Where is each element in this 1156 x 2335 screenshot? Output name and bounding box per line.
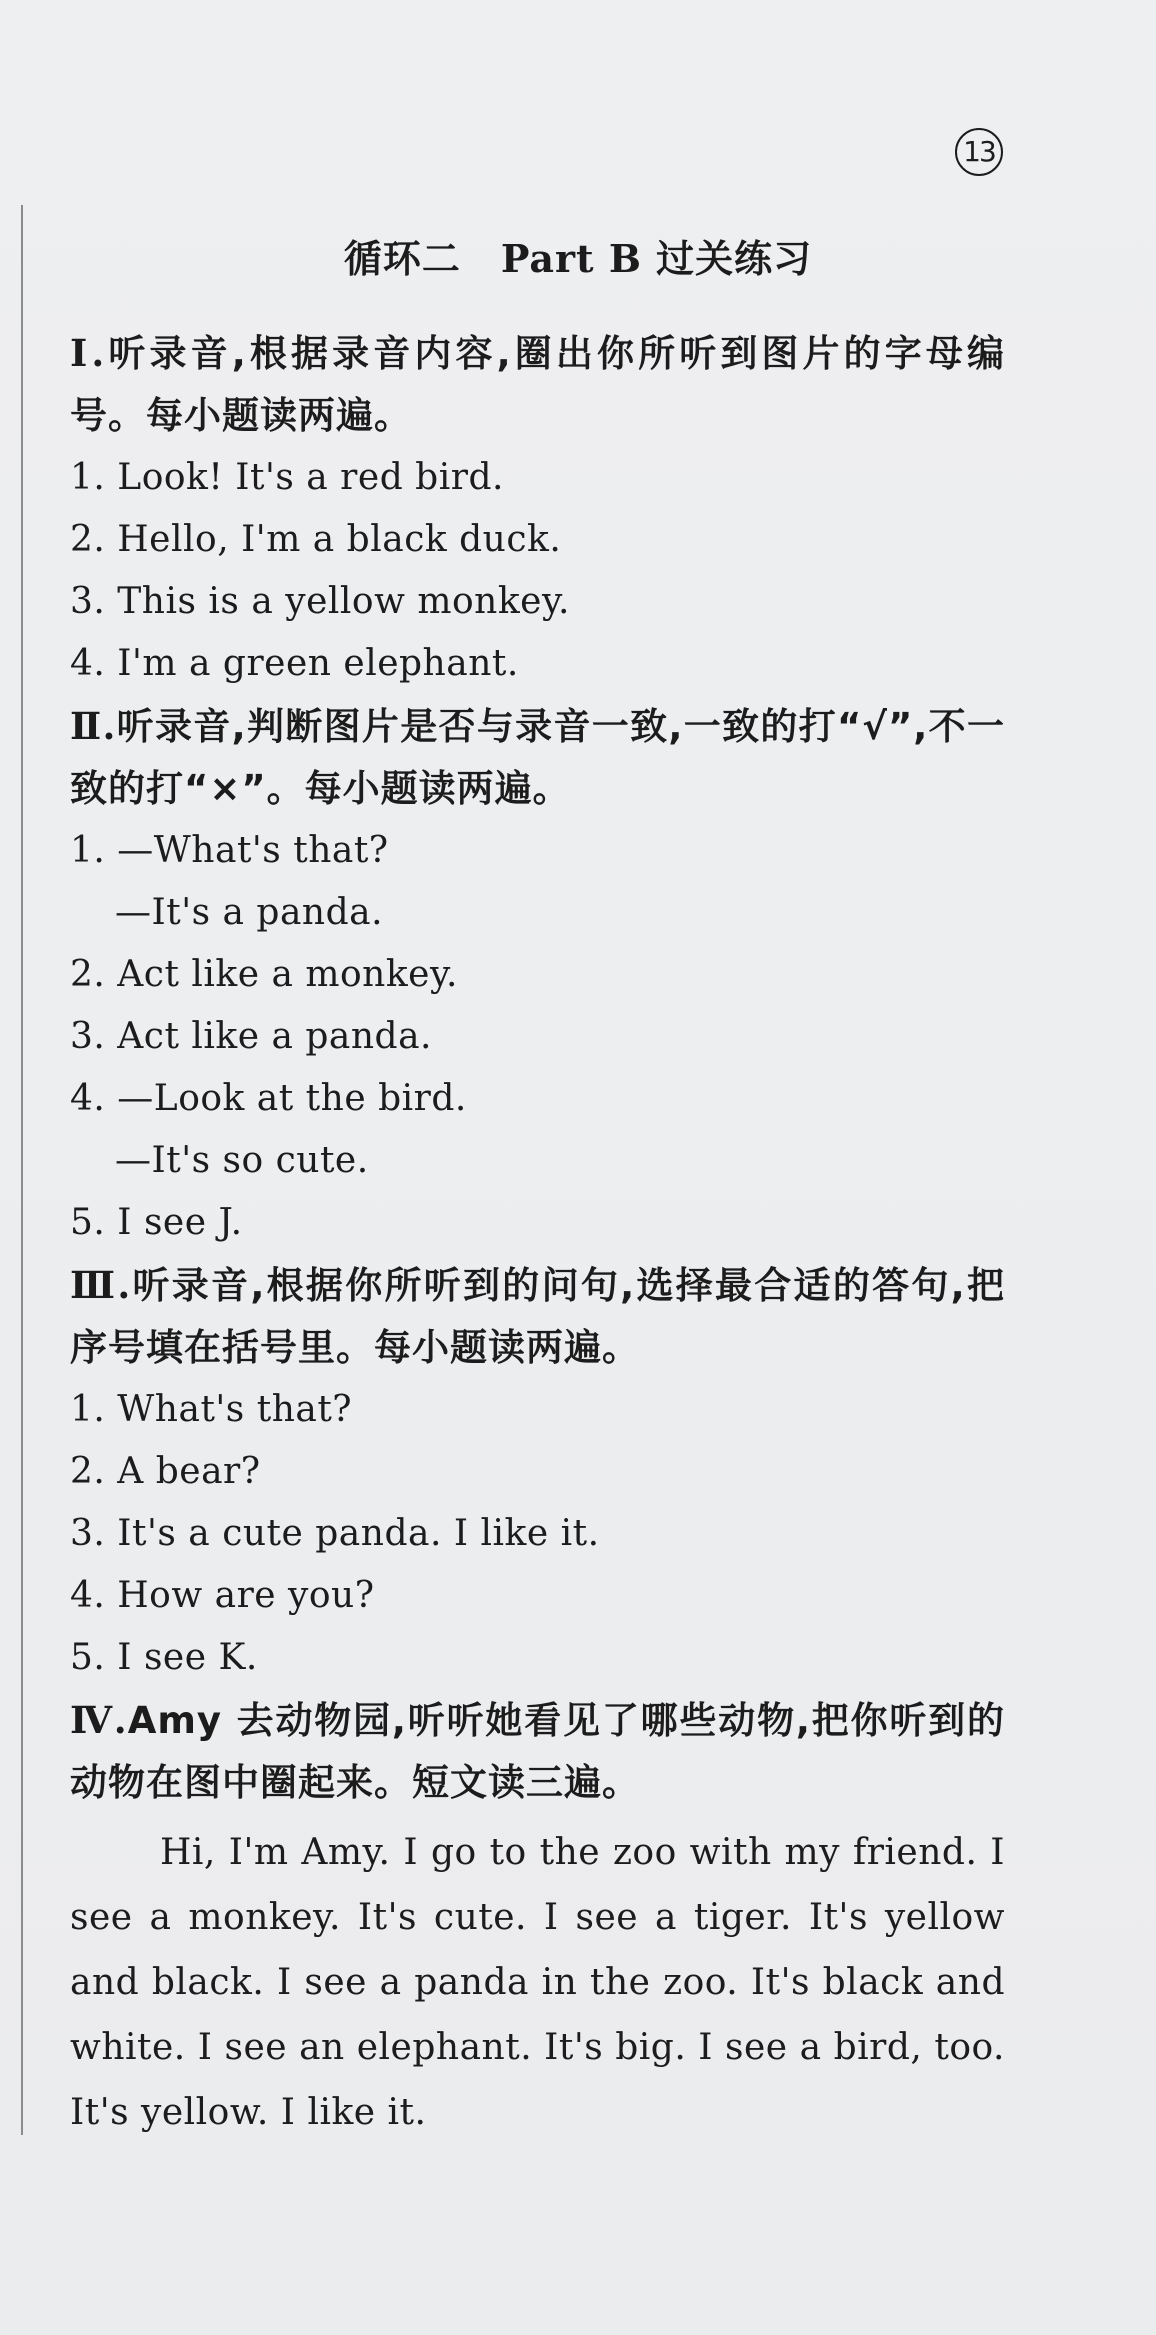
script-line: —It's a panda. — [115, 892, 384, 933]
section-4-heading — [70, 1689, 1005, 1814]
script-line: 4. —Look at the bird. — [70, 1078, 467, 1119]
margin-rule — [21, 205, 23, 2135]
section-number: Ⅲ. — [70, 1263, 132, 1307]
page-number: 13 — [955, 128, 1003, 176]
section-number: Ⅳ. — [70, 1698, 128, 1742]
script-line: 4. How are you? — [70, 1575, 375, 1616]
section-instruction: 听录音,根据录音内容,圈出你所听到图片的字母编号。每小题读两遍。 — [70, 332, 1005, 437]
script-line: 1. Look! It's a red bird. — [70, 457, 504, 498]
script-line: 3. It's a cute panda. I like it. — [70, 1513, 600, 1554]
title-cycle: 循环二 — [343, 236, 461, 281]
section-number: Ⅱ. — [70, 704, 117, 748]
section-2-heading — [70, 695, 1005, 820]
script-line: 5. I see J. — [70, 1202, 243, 1243]
script-line: 2. Act like a monkey. — [70, 954, 458, 995]
section-instruction: 听录音,判断图片是否与录音一致,一致的打“√”,不一致的打“×”。每小题读两遍。 — [70, 705, 1005, 810]
page-title — [0, 228, 1156, 283]
script-line: —It's so cute. — [115, 1140, 369, 1181]
script-line: 4. I'm a green elephant. — [70, 643, 519, 684]
script-line: 1. What's that? — [70, 1389, 353, 1430]
script-line: 2. Hello, I'm a black duck. — [70, 519, 562, 560]
section-3-heading — [70, 1254, 1005, 1379]
script-line: 3. Act like a panda. — [70, 1016, 433, 1057]
script-line: 1. —What's that? — [70, 830, 389, 871]
section-instruction: Amy 去动物园,听听她看见了哪些动物,把你听到的动物在图中圈起来。短文读三遍。 — [70, 1699, 1005, 1804]
script-line: 5. I see K. — [70, 1637, 258, 1678]
worksheet-content — [70, 322, 1005, 2145]
section-number: Ⅰ. — [70, 331, 106, 375]
section-1-heading — [70, 322, 1005, 447]
title-part: Part B 过关练习 — [500, 236, 813, 281]
script-line: 3. This is a yellow monkey. — [70, 581, 570, 622]
section-instruction: 听录音,根据你所听到的问句,选择最合适的答句,把序号填在括号里。每小题读两遍。 — [70, 1264, 1005, 1369]
passage-paragraph: Hi, I'm Amy. I go to the zoo with my friend. I see a monkey. It's cute. I see a tiger. It's yellow and black. I see a panda in the zoo. It's black and white. I see an elephant. It's big. I see a bird, too. It's yellow. I like it. — [70, 1832, 1005, 2133]
script-line: 2. A bear? — [70, 1451, 261, 1492]
